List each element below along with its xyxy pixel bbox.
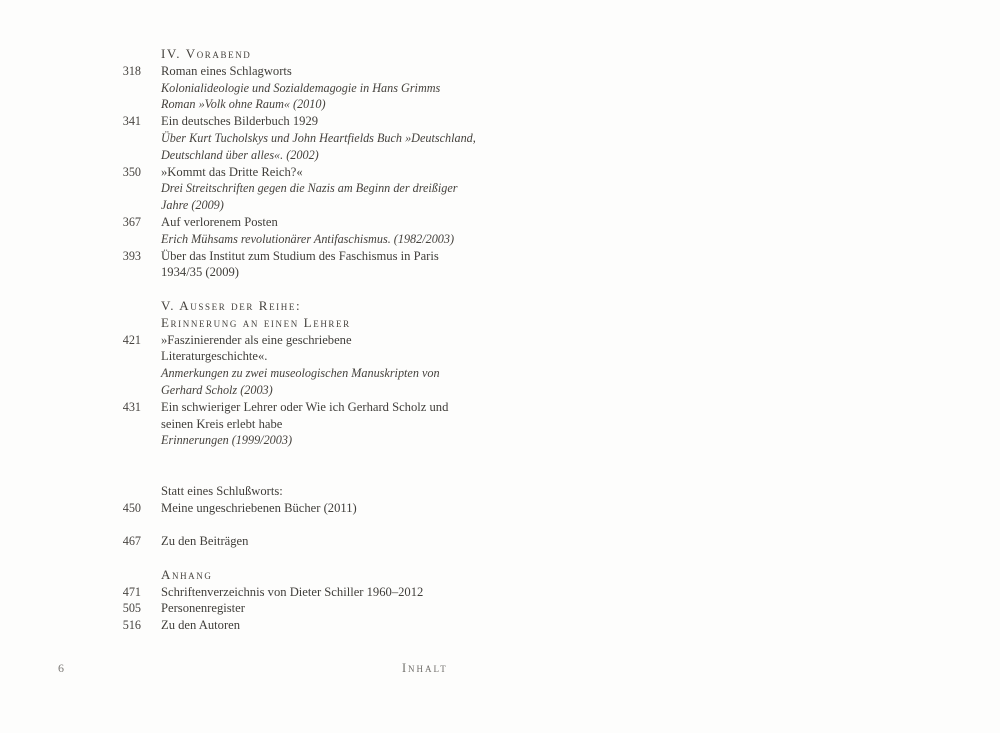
toc-row bbox=[122, 214, 472, 231]
toc-row bbox=[122, 315, 472, 332]
toc-page-number: 516 bbox=[122, 618, 141, 633]
toc-page-number bbox=[122, 46, 141, 63]
toc-page-number bbox=[122, 382, 141, 399]
toc-text: Erich Mühsams revolutionärer Antifaschismus. (1982/2003) bbox=[161, 231, 455, 246]
toc-text: Gerhard Scholz (2003) bbox=[161, 382, 273, 397]
running-title: Inhalt bbox=[402, 661, 448, 675]
toc-spacer bbox=[122, 281, 472, 298]
toc-page-number bbox=[122, 315, 141, 332]
toc-text: IV. Vorabend bbox=[161, 46, 252, 61]
toc-text: Literaturgeschichte«. bbox=[161, 349, 268, 364]
toc-row bbox=[122, 96, 472, 113]
toc-page-number: 505 bbox=[122, 601, 141, 616]
toc-page-number bbox=[122, 432, 141, 449]
toc-row bbox=[122, 63, 472, 80]
toc-text: Anhang bbox=[161, 566, 213, 582]
toc-row bbox=[122, 382, 472, 399]
toc-page-number bbox=[122, 416, 141, 433]
toc-row bbox=[122, 197, 472, 214]
toc-row bbox=[122, 264, 472, 281]
toc-text: Jahre (2009) bbox=[161, 198, 224, 213]
toc-page-number: 318 bbox=[122, 63, 141, 78]
toc-page-number bbox=[122, 264, 141, 281]
toc-row bbox=[122, 180, 472, 197]
toc-page-number: 350 bbox=[122, 164, 141, 179]
toc-row bbox=[122, 164, 472, 181]
toc-row bbox=[122, 113, 472, 130]
toc-page-number: 467 bbox=[122, 534, 141, 549]
toc-page-number: 431 bbox=[122, 399, 141, 414]
toc-row bbox=[122, 332, 472, 349]
toc-text: Auf verlorenem Posten bbox=[161, 214, 278, 229]
toc-page-number: 341 bbox=[122, 114, 141, 129]
toc-row bbox=[122, 500, 472, 517]
toc-row bbox=[122, 483, 472, 500]
toc-page-number: 471 bbox=[122, 584, 141, 599]
page-number-left: 6 bbox=[58, 661, 64, 675]
toc-text: Meine ungeschriebenen Bücher (2011) bbox=[161, 500, 357, 515]
toc-row bbox=[122, 365, 472, 382]
toc-page-number bbox=[122, 147, 141, 164]
toc-row bbox=[122, 248, 472, 265]
toc-text: Roman »Volk ohne Raum« (2010) bbox=[161, 97, 326, 112]
toc-page-number bbox=[122, 348, 141, 365]
toc-spacer bbox=[122, 550, 472, 567]
toc-text: Über Kurt Tucholskys und John Heartfields Buch »Deutschland, bbox=[161, 130, 476, 145]
toc-page-number bbox=[122, 80, 141, 97]
toc-spacer bbox=[122, 516, 472, 533]
toc-page-number: 393 bbox=[122, 248, 141, 263]
toc-text: »Faszinierender als eine geschriebene bbox=[161, 332, 352, 347]
toc-page-number bbox=[122, 180, 141, 197]
toc-row bbox=[122, 80, 472, 97]
toc-row bbox=[122, 432, 472, 449]
toc-text: Deutschland über alles«. (2002) bbox=[161, 147, 319, 162]
toc-text: Roman eines Schlagworts bbox=[161, 63, 292, 78]
toc-row bbox=[122, 46, 472, 63]
toc-text: Zu den Beiträgen bbox=[161, 534, 249, 549]
toc-text: Zu den Autoren bbox=[161, 618, 241, 633]
toc-text: Ein schwieriger Lehrer oder Wie ich Gerhard Scholz und bbox=[161, 399, 449, 414]
toc-text: Ein deutsches Bilderbuch 1929 bbox=[161, 114, 319, 129]
toc-page-number bbox=[122, 197, 141, 214]
toc-page-number bbox=[122, 483, 141, 500]
toc-row bbox=[122, 348, 472, 365]
toc-text: Über das Institut zum Studium des Faschismus in Paris bbox=[161, 248, 439, 263]
toc-row bbox=[122, 147, 472, 164]
toc-page-number: 421 bbox=[122, 332, 141, 347]
toc-text: Erinnerung an einen Lehrer bbox=[161, 314, 351, 330]
toc-text: Schriftenverzeichnis von Dieter Schiller 1960–2012 bbox=[161, 584, 424, 599]
toc-page-number bbox=[122, 231, 141, 248]
toc-row bbox=[122, 231, 472, 248]
toc-text: V. Ausser der Reihe: bbox=[161, 297, 302, 313]
toc-page-number bbox=[122, 567, 141, 584]
toc-row bbox=[122, 399, 472, 416]
toc-spacer bbox=[122, 466, 472, 483]
toc-page-number: 450 bbox=[122, 500, 141, 515]
toc-row bbox=[122, 600, 472, 617]
toc-text: Personenregister bbox=[161, 601, 245, 616]
toc-text: Drei Streitschriften gegen die Nazis am Beginn der dreißiger bbox=[161, 181, 458, 196]
toc-page-number bbox=[122, 96, 141, 113]
toc-text: 1934/35 (2009) bbox=[161, 265, 240, 280]
toc-text: Kolonialideologie und Sozialdemagogie in Hans Grimms bbox=[161, 80, 441, 95]
toc-row bbox=[122, 130, 476, 147]
toc-row bbox=[122, 416, 472, 433]
toc-text: Anmerkungen zu zwei museologischen Manuskripten von bbox=[161, 366, 440, 381]
toc-row bbox=[122, 298, 472, 315]
toc bbox=[122, 46, 476, 634]
right-page bbox=[500, 0, 1000, 733]
toc-row bbox=[122, 533, 472, 550]
toc-row bbox=[122, 617, 472, 634]
toc-row bbox=[122, 584, 472, 601]
toc-page-number bbox=[122, 365, 141, 382]
toc-row bbox=[122, 567, 472, 584]
toc-page-number: 367 bbox=[122, 214, 141, 229]
toc-page-number bbox=[122, 130, 141, 147]
toc-text: seinen Kreis erlebt habe bbox=[161, 416, 283, 431]
toc-text: Erinnerungen (1999/2003) bbox=[161, 433, 292, 448]
toc-page-number bbox=[122, 298, 141, 315]
toc-spacer bbox=[122, 449, 472, 466]
toc-text: »Kommt das Dritte Reich?« bbox=[161, 164, 303, 179]
toc-text: Statt eines Schlußworts: bbox=[161, 483, 283, 498]
